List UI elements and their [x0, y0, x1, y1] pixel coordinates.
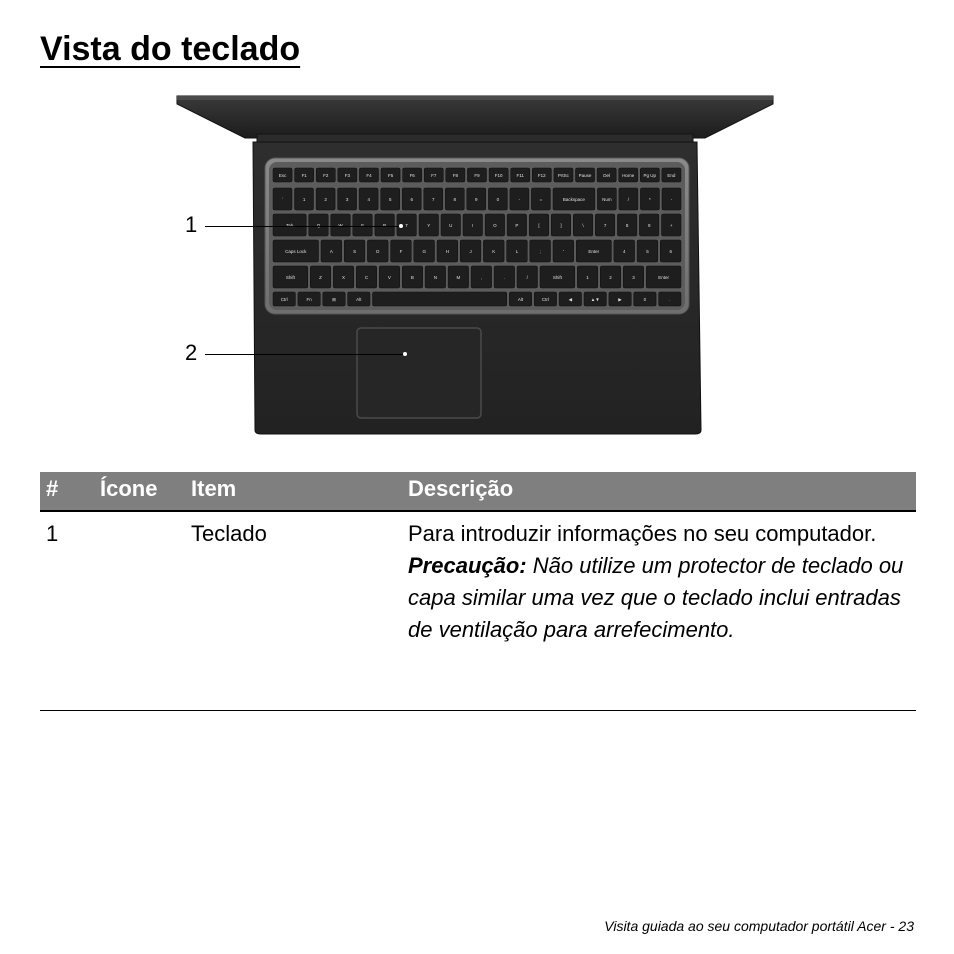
keyboard-key-label: . [669, 296, 671, 302]
keyboard-key-label: 0 [496, 196, 500, 202]
keyboard-key-label: A [329, 248, 333, 254]
keyboard-key-label: = [539, 196, 543, 202]
keyboard-key-label: [ [538, 222, 540, 228]
row-description [408, 518, 908, 646]
keyboard-key-label: Caps Lock [285, 248, 307, 254]
keyboard-key-label: 9 [647, 222, 651, 228]
keyboard-key-label: Enter [588, 248, 600, 254]
keyboard-key-label: F [399, 248, 403, 254]
keyboard-key-label: ▶ [618, 296, 622, 302]
keyboard-key-label: 8 [625, 222, 629, 228]
keyboard-key-label: Backspace [562, 196, 585, 202]
table-header [40, 472, 916, 512]
page-title: Vista do teclado [40, 30, 301, 68]
warning-text: Não utilize um protector de teclado ou capa similar uma vez que o teclado inclui entradas de ventilação para arrefecimento. [408, 553, 904, 642]
keyboard-key-label: Ctrl [541, 296, 549, 302]
callout-1: 1 [185, 212, 198, 237]
keyboard-key-label: ▲▼ [590, 296, 600, 302]
keyboard-key-label: S [353, 248, 357, 254]
keyboard-key-label: / [526, 274, 528, 280]
keyboard-key-label: F12 [537, 172, 546, 178]
keyboard-key-label: 6 [669, 248, 672, 254]
warning-label: Precaução: [408, 553, 527, 578]
keyboard-key-label: I [472, 222, 474, 228]
keyboard-key-label: 9 [475, 196, 478, 202]
keyboard-key-label: 5 [646, 248, 649, 254]
keyboard-key-label: 6 [410, 196, 413, 202]
component-table [40, 472, 916, 711]
keyboard-key-label: 4 [623, 248, 626, 254]
keyboard-key-label: ' [562, 248, 564, 254]
keyboard-key-label: F1 [301, 172, 307, 178]
keyboard-key-label: Alt [517, 296, 524, 302]
keyboard-key-label: Pause [578, 172, 592, 178]
row-item: Teclado [191, 521, 267, 546]
keyboard-key-label: 0 [643, 296, 647, 302]
keyboard-key-label: P [515, 222, 519, 228]
callout-1-dot [399, 224, 403, 228]
keyboard-key-label: ` [281, 196, 284, 202]
keyboard-key-label: , [480, 274, 482, 280]
keyboard-key-label: PrtSc [557, 172, 569, 178]
keyboard-key-label: Pg Up [643, 172, 657, 178]
keyboard-key-label: - [518, 196, 521, 202]
keyboard-key-label: Home [622, 172, 635, 178]
keyboard-key-label: F5 [387, 172, 394, 178]
keyboard-key-label: 1 [302, 196, 306, 202]
table-row [40, 512, 916, 711]
keyboard-key-label: N [433, 274, 438, 280]
keyboard-key-label: Esc [278, 172, 287, 178]
keyboard-key-label: 2 [609, 274, 612, 280]
keyboard-key-label: V [387, 274, 391, 280]
keyboard-key-label: Z [319, 274, 322, 280]
keyboard-key-label: * [649, 196, 651, 202]
keyboard-key-label: Shift [285, 274, 295, 280]
keyboard-key-label: \ [582, 222, 584, 228]
callout-1-leader [205, 226, 401, 227]
keyboard-key-label: 3 [345, 196, 349, 202]
keyboard-key-label: 1 [586, 274, 589, 280]
keyboard-key-label: 8 [453, 196, 457, 202]
keyboard-key-label: F3 [344, 172, 351, 178]
keyboard-key-label: Alt [356, 296, 362, 302]
keyboard-key-label: F4 [366, 172, 372, 178]
keyboard-key-label: - [670, 196, 673, 202]
keyboard-key-label: + [669, 222, 673, 228]
header-number: # [46, 476, 59, 501]
keyboard-key-label: G [422, 248, 426, 254]
keyboard-key-label: F11 [516, 172, 524, 178]
header-item: Item [191, 476, 237, 501]
keyboard-key-label: B [410, 274, 414, 280]
keyboard-key-label: H [445, 248, 450, 254]
keyboard-key-label: 4 [367, 196, 370, 202]
keyboard-key-label: Ctrl [280, 296, 288, 302]
keyboard-key-label: M [456, 274, 461, 280]
keyboard-key-label: Del [603, 172, 610, 178]
keyboard-key-label: F8 [452, 172, 459, 178]
keyboard-key-label: 2 [324, 196, 327, 202]
page-footer: Visita guiada ao seu computador portátil Acer - 23 [604, 918, 914, 934]
keyboard-key-label: K [492, 248, 496, 254]
keyboard-key-label: C [364, 274, 369, 280]
keyboard-key-label: 5 [388, 196, 392, 202]
header-icon: Ícone [100, 476, 158, 501]
laptop-keyboard-illustration [175, 94, 775, 438]
keyboard-key-label: F7 [431, 172, 437, 178]
keyboard-key-label: 7 [603, 222, 607, 228]
keyboard-key-label: Fn [306, 296, 312, 302]
callout-2-leader [205, 354, 405, 355]
keyboard-key-label: 7 [432, 196, 435, 202]
keyboard-key-label: X [341, 274, 346, 280]
keyboard-key-label: J [469, 248, 472, 254]
keyboard-key-label: U [449, 222, 453, 228]
keyboard-key-label: / [627, 196, 630, 202]
keyboard-key-label: T [405, 222, 409, 228]
keyboard-key-label: 3 [632, 274, 635, 280]
description-text: Para introduzir informações no seu computador. [408, 521, 877, 546]
keyboard-key-label: Enter [658, 274, 669, 280]
keyboard-key-label: L [515, 248, 519, 254]
laptop-illustration [175, 94, 775, 438]
keyboard-key-label: O [493, 222, 497, 228]
keyboard-key-label: F6 [409, 172, 415, 178]
row-number: 1 [46, 521, 59, 546]
keyboard-key-label: Num [602, 196, 612, 202]
keyboard-key-label: ; [539, 248, 541, 254]
keyboard-key-label: D [376, 248, 380, 254]
callout-2: 2 [185, 340, 198, 365]
keyboard-key [373, 292, 507, 306]
header-description: Descrição [408, 476, 514, 501]
callout-2-dot [403, 352, 407, 356]
keyboard-key-label: F10 [494, 172, 503, 178]
keyboard-key-label: ] [560, 222, 562, 228]
keyboard-key-label: F9 [474, 172, 480, 178]
keyboard-key-label: ⊞ [332, 296, 336, 302]
keyboard-key-label: Y [427, 222, 431, 228]
keyboard-key-label: Shift [552, 274, 562, 280]
keyboard-key-label: ◀ [568, 296, 573, 302]
keyboard-key-label: End [667, 172, 676, 178]
keyboard-key-label: . [503, 274, 505, 280]
keyboard-key-label: F2 [323, 172, 329, 178]
